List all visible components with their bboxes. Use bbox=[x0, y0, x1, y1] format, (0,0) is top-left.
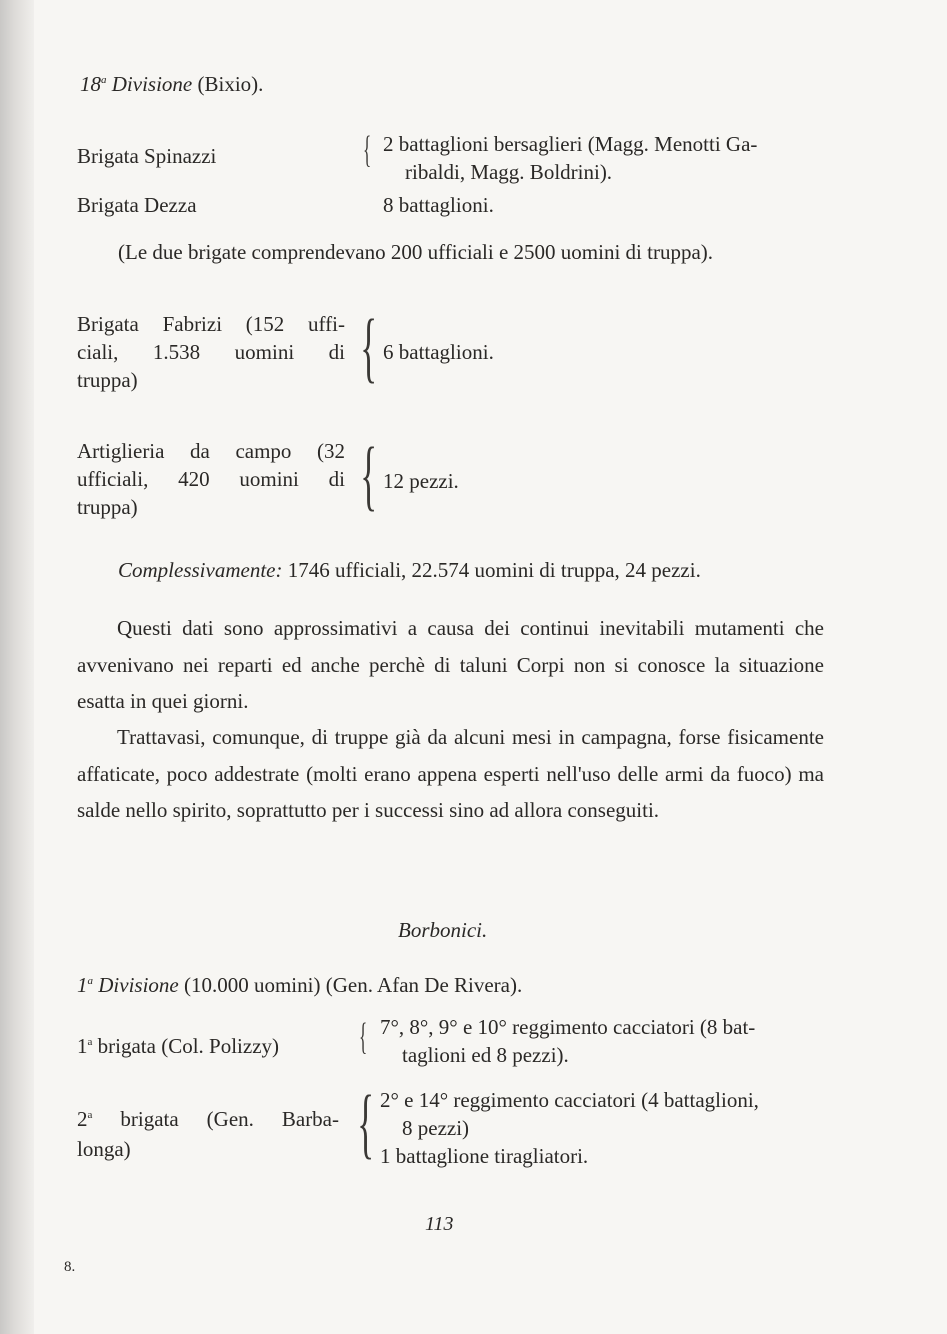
spinazzi-detail-line-2: ribaldi, Magg. Boldrini). bbox=[405, 160, 613, 184]
artiglieria-brace: { bbox=[360, 431, 378, 518]
fabrizi-label-line-1: Brigata Fabrizi (152 uffi- bbox=[77, 312, 345, 336]
scan-binding-shadow bbox=[0, 0, 34, 1334]
brigata-2-detail bbox=[380, 1086, 759, 1170]
division-1-heading bbox=[77, 963, 522, 1003]
brigata-2-number: 2 bbox=[77, 1107, 88, 1131]
artiglieria-detail: 12 pezzi. bbox=[383, 469, 459, 493]
spinazzi-brace: { bbox=[363, 129, 372, 171]
page-number: 113 bbox=[425, 1213, 454, 1235]
totale-line bbox=[118, 552, 701, 588]
brigata-1-detail-line-2: taglioni ed 8 pezzi). bbox=[402, 1043, 569, 1067]
fabrizi-brace: { bbox=[360, 303, 378, 390]
dezza-label: Brigata Dezza bbox=[77, 193, 197, 217]
brigata-2-detail-line-3: 1 battaglione tiragliatori. bbox=[380, 1144, 589, 1168]
dezza-detail: 8 battaglioni. bbox=[383, 193, 494, 217]
brigata-2-sup: a bbox=[87, 1109, 93, 1121]
division-sup: a bbox=[101, 74, 107, 86]
division-1-number: 1 bbox=[77, 973, 88, 997]
artiglieria-label-line-1: Artiglieria da campo (32 bbox=[77, 439, 345, 463]
brigata-1-text: brigata (Col. Polizzy) bbox=[97, 1034, 280, 1058]
brigata-2-text-line-1: brigata (Gen. Barba- bbox=[120, 1107, 340, 1131]
paragraph-1 bbox=[77, 610, 824, 720]
division-1-rest: (10.000 uomini) (Gen. Afan De Rivera). bbox=[183, 973, 523, 997]
brigata-2-label bbox=[77, 1100, 339, 1164]
brigata-2-detail-line-2: 8 pezzi) bbox=[402, 1116, 470, 1140]
division-1-label: Divisione bbox=[98, 973, 179, 997]
borbonici-heading: Borbonici. bbox=[398, 918, 488, 942]
paragraph-2 bbox=[77, 719, 824, 829]
paragraph-1-text: Questi dati sono approssimativi a causa dei continui inevitabili mutamenti che avvenivano nei reparti ed anche perchè di taluni Corpi non si conosce la situazione esatta in quei giorni. bbox=[77, 616, 824, 713]
fabrizi-label-line-3: truppa) bbox=[77, 368, 138, 392]
brigata-1-sup: a bbox=[87, 1036, 93, 1048]
brigata-2-text-line-2: longa) bbox=[77, 1137, 131, 1161]
signature-mark: 8. bbox=[64, 1259, 76, 1275]
fabrizi-label bbox=[77, 310, 345, 394]
fabrizi-detail: 6 battaglioni. bbox=[383, 340, 494, 364]
division-commander: (Bixio). bbox=[197, 72, 264, 96]
spinazzi-detail-line-1: 2 battaglioni bersaglieri (Magg. Menotti Ga- bbox=[383, 132, 758, 156]
brigata-2-detail-line-1: 2° e 14° reggimento cacciatori (4 battaglioni, bbox=[380, 1088, 759, 1112]
spinazzi-label: Brigata Spinazzi bbox=[77, 144, 217, 168]
artiglieria-label-line-3: truppa) bbox=[77, 495, 138, 519]
artiglieria-label bbox=[77, 437, 345, 521]
brigata-1-detail-line-1: 7°, 8°, 9° e 10° reggimento cacciatori (8 bat- bbox=[380, 1015, 756, 1039]
totale-label: Complessivamente: bbox=[118, 558, 283, 582]
brigata-1-detail bbox=[380, 1013, 755, 1069]
artiglieria-label-line-2: ufficiali, 420 uomini di bbox=[77, 467, 345, 491]
division-18-heading bbox=[80, 72, 263, 97]
division-1-sup: a bbox=[87, 975, 93, 987]
fabrizi-label-line-2: ciali, 1.538 uomini di bbox=[77, 340, 345, 364]
totale-value: 1746 ufficiali, 22.574 uomini di truppa, 24 pezzi. bbox=[287, 558, 701, 582]
brigata-2-brace: { bbox=[357, 1079, 375, 1166]
spinazzi-detail bbox=[383, 130, 757, 186]
brigata-1-brace: { bbox=[359, 1016, 368, 1058]
brigades-note: (Le due brigate comprendevano 200 ufficiali e 2500 uomini di truppa). bbox=[118, 240, 714, 264]
brigata-1-label bbox=[77, 1024, 279, 1064]
brigata-1-number: 1 bbox=[77, 1034, 88, 1058]
division-label: Divisione bbox=[111, 72, 193, 96]
division-number: 18 bbox=[80, 72, 101, 96]
paragraph-2-text: Trattavasi, comunque, di truppe già da alcuni mesi in campagna, forse fisicamente affaticate, poco addestrate (molti erano appena esperti nell'uso delle armi da fuoco) ma salde nello spirito, soprattutto per i successi sino ad allora conseguiti. bbox=[77, 725, 824, 822]
